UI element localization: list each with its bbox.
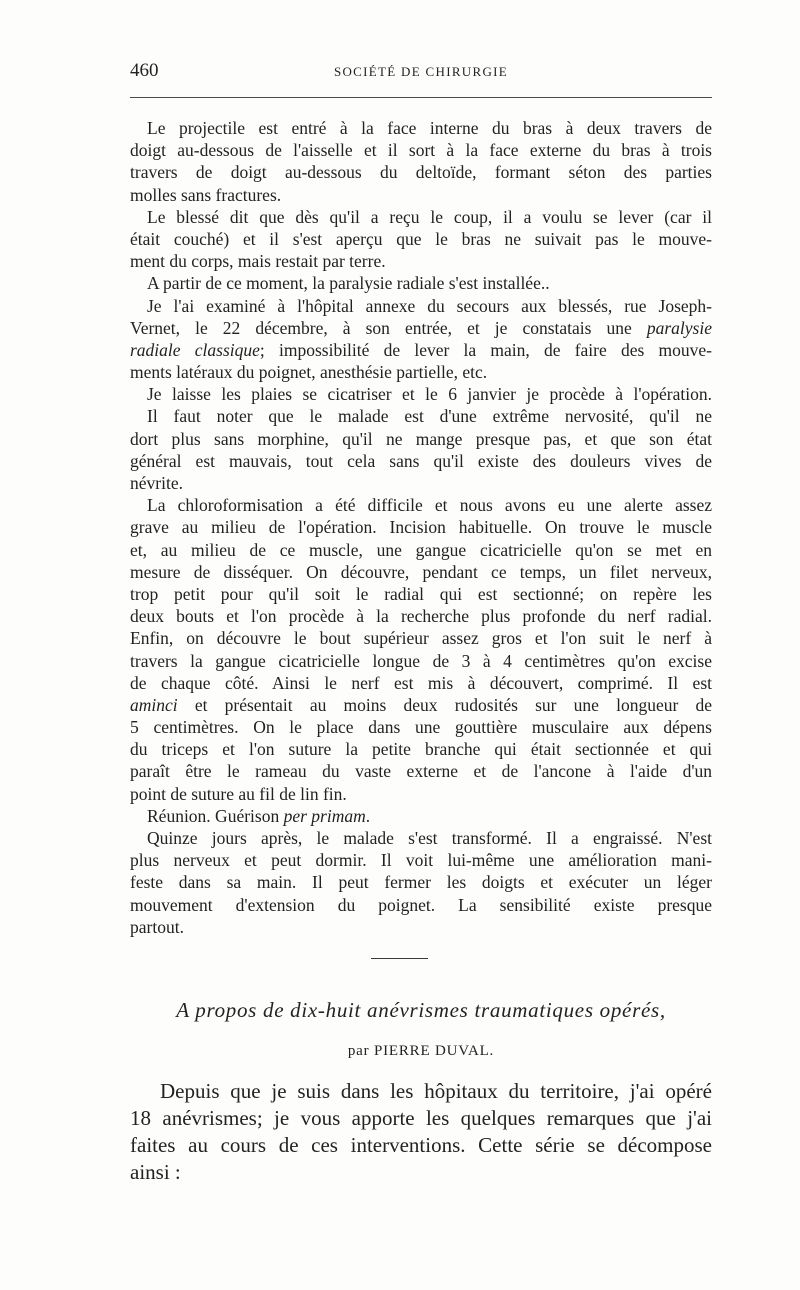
text-line: 18 anévrismes; je vous apporte les quelques remarques que j'ai bbox=[130, 1106, 712, 1130]
text-line: trop petit pour qu'il soit le radial qui est sectionné; on repère les bbox=[130, 583, 712, 604]
case-report bbox=[130, 117, 712, 938]
text-line: partout. bbox=[130, 916, 184, 937]
paragraph bbox=[130, 383, 712, 405]
text-line: faites au cours de ces interventions. Cette série se décompose bbox=[130, 1133, 712, 1157]
text-segment: Vernet, le 22 décembre, à son entrée, et je constatais une bbox=[130, 317, 647, 338]
text-line: Enfin, on découvre le bout supérieur assez gros et l'on suit le nerf à bbox=[130, 628, 712, 649]
paragraph bbox=[130, 805, 712, 827]
text-line: névrite. bbox=[130, 473, 183, 493]
text-line: du triceps et l'on suture la petite branche qui était sectionnée et qui bbox=[130, 739, 712, 760]
text-line: deux bouts et l'on procède à la recherche plus profonde du nerf radial. bbox=[130, 606, 712, 627]
text-line: travers de doigt au-dessous du deltoïde, formant séton des parties bbox=[130, 162, 712, 183]
header-rule bbox=[130, 97, 712, 98]
text-line: général est mauvais, tout cela sans qu'il existe des douleurs vives de bbox=[130, 450, 712, 471]
paragraph bbox=[130, 272, 712, 294]
text-segment: et présentait au moins deux rudosités sur une longueur de bbox=[177, 694, 712, 715]
text-line: paraît être le rameau du vaste externe et de l'ancone à l'aide d'un bbox=[130, 761, 712, 782]
text-line: feste dans sa main. Il peut fermer les doigts et exécuter un léger bbox=[130, 872, 712, 893]
text-line: Quinze jours après, le malade s'est transformé. Il a engraissé. N'est bbox=[147, 828, 712, 848]
italic-term: per primam bbox=[283, 805, 366, 826]
text-line bbox=[130, 694, 712, 716]
text-line: ments latéraux du poignet, anesthésie partielle, etc. bbox=[130, 362, 488, 383]
text-line: mesure de disséquer. On découvre, pendant ce temps, un filet nerveux, bbox=[130, 561, 712, 582]
text-line: travers la gangue cicatricielle longue de 3 à 4 centimètres qu'on excise bbox=[130, 650, 712, 671]
text-line: La chloroformisation a été difficile et nous avons eu une alerte assez bbox=[147, 495, 712, 516]
text-line: 5 centimètres. On le place dans une gouttière musculaire aux dépens bbox=[130, 717, 712, 738]
text-line: grave au milieu de l'opération. Incision habituelle. On trouve le muscle bbox=[130, 517, 712, 538]
text-line: Le projectile est entré à la face interne du bras à deux travers de bbox=[147, 118, 712, 138]
text-line: de chaque côté. Ainsi le nerf est mis à découvert, comprimé. Il est bbox=[130, 672, 712, 693]
text-line: Le blessé dit que dès qu'il a reçu le coup, il a voulu se lever (car il bbox=[147, 206, 712, 227]
text-line: Depuis que je suis dans les hôpitaux du territoire, j'ai opéré bbox=[160, 1079, 712, 1103]
text-line: plus nerveux et peut dormir. Il voit lui-même une amélioration mani- bbox=[130, 850, 712, 871]
section-separator bbox=[371, 958, 428, 959]
article-title: A propos de dix-huit anévrismes traumatiques opérés, bbox=[176, 998, 666, 1022]
text-line: dort plus sans morphine, qu'il ne mange presque pas, et que son état bbox=[130, 428, 712, 449]
text-line: ainsi : bbox=[130, 1160, 181, 1184]
italic-term: paralysie bbox=[646, 317, 712, 338]
paragraph bbox=[130, 827, 712, 938]
paragraph bbox=[130, 206, 712, 273]
text-line: point de suture au fil de lin fin. bbox=[130, 783, 347, 804]
running-title: SOCIÉTÉ DE CHIRURGIE bbox=[333, 64, 509, 79]
text-line: mouvement d'extension du poignet. La sensibilité existe presque bbox=[130, 894, 712, 915]
text-line: A partir de ce moment, la paralysie radiale s'est installée.. bbox=[147, 273, 550, 294]
text-line: Il faut noter que le malade est d'une extrême nervosité, qu'il ne bbox=[147, 406, 712, 427]
text-line: molles sans fractures. bbox=[130, 184, 282, 205]
text-line bbox=[130, 339, 712, 361]
text-line: doigt au-dessous de l'aisselle et il sort à la face externe du bras à trois bbox=[130, 140, 712, 161]
text-segment: ; impossibilité de lever la main, de faire des mouve- bbox=[259, 339, 712, 360]
text-segment: . bbox=[365, 805, 371, 826]
italic-term: aminci bbox=[130, 694, 178, 715]
text-line: était couché) et il s'est aperçu que le bras ne suivait pas le mouve- bbox=[130, 228, 712, 249]
italic-term: radiale classique bbox=[130, 339, 260, 360]
text-line: ment du corps, mais restait par terre. bbox=[130, 251, 386, 272]
text-line bbox=[130, 805, 712, 827]
text-line bbox=[130, 317, 712, 339]
paragraph bbox=[130, 405, 712, 494]
paragraph bbox=[130, 494, 712, 805]
article-intro bbox=[130, 1078, 712, 1186]
article-byline: par PIERRE DUVAL. bbox=[347, 1043, 495, 1059]
paragraph bbox=[130, 295, 712, 384]
text-line: Je l'ai examiné à l'hôpital annexe du secours aux blessés, rue Joseph- bbox=[147, 295, 712, 316]
text-line: Je laisse les plaies se cicatriser et le 6 janvier je procède à l'opération. bbox=[147, 384, 712, 405]
page-number: 460 bbox=[130, 60, 159, 81]
text-line: et, au milieu de ce muscle, une gangue cicatricielle qu'on se met en bbox=[130, 539, 712, 560]
text-segment: Réunion. Guérison bbox=[147, 805, 284, 826]
paragraph bbox=[130, 117, 712, 206]
